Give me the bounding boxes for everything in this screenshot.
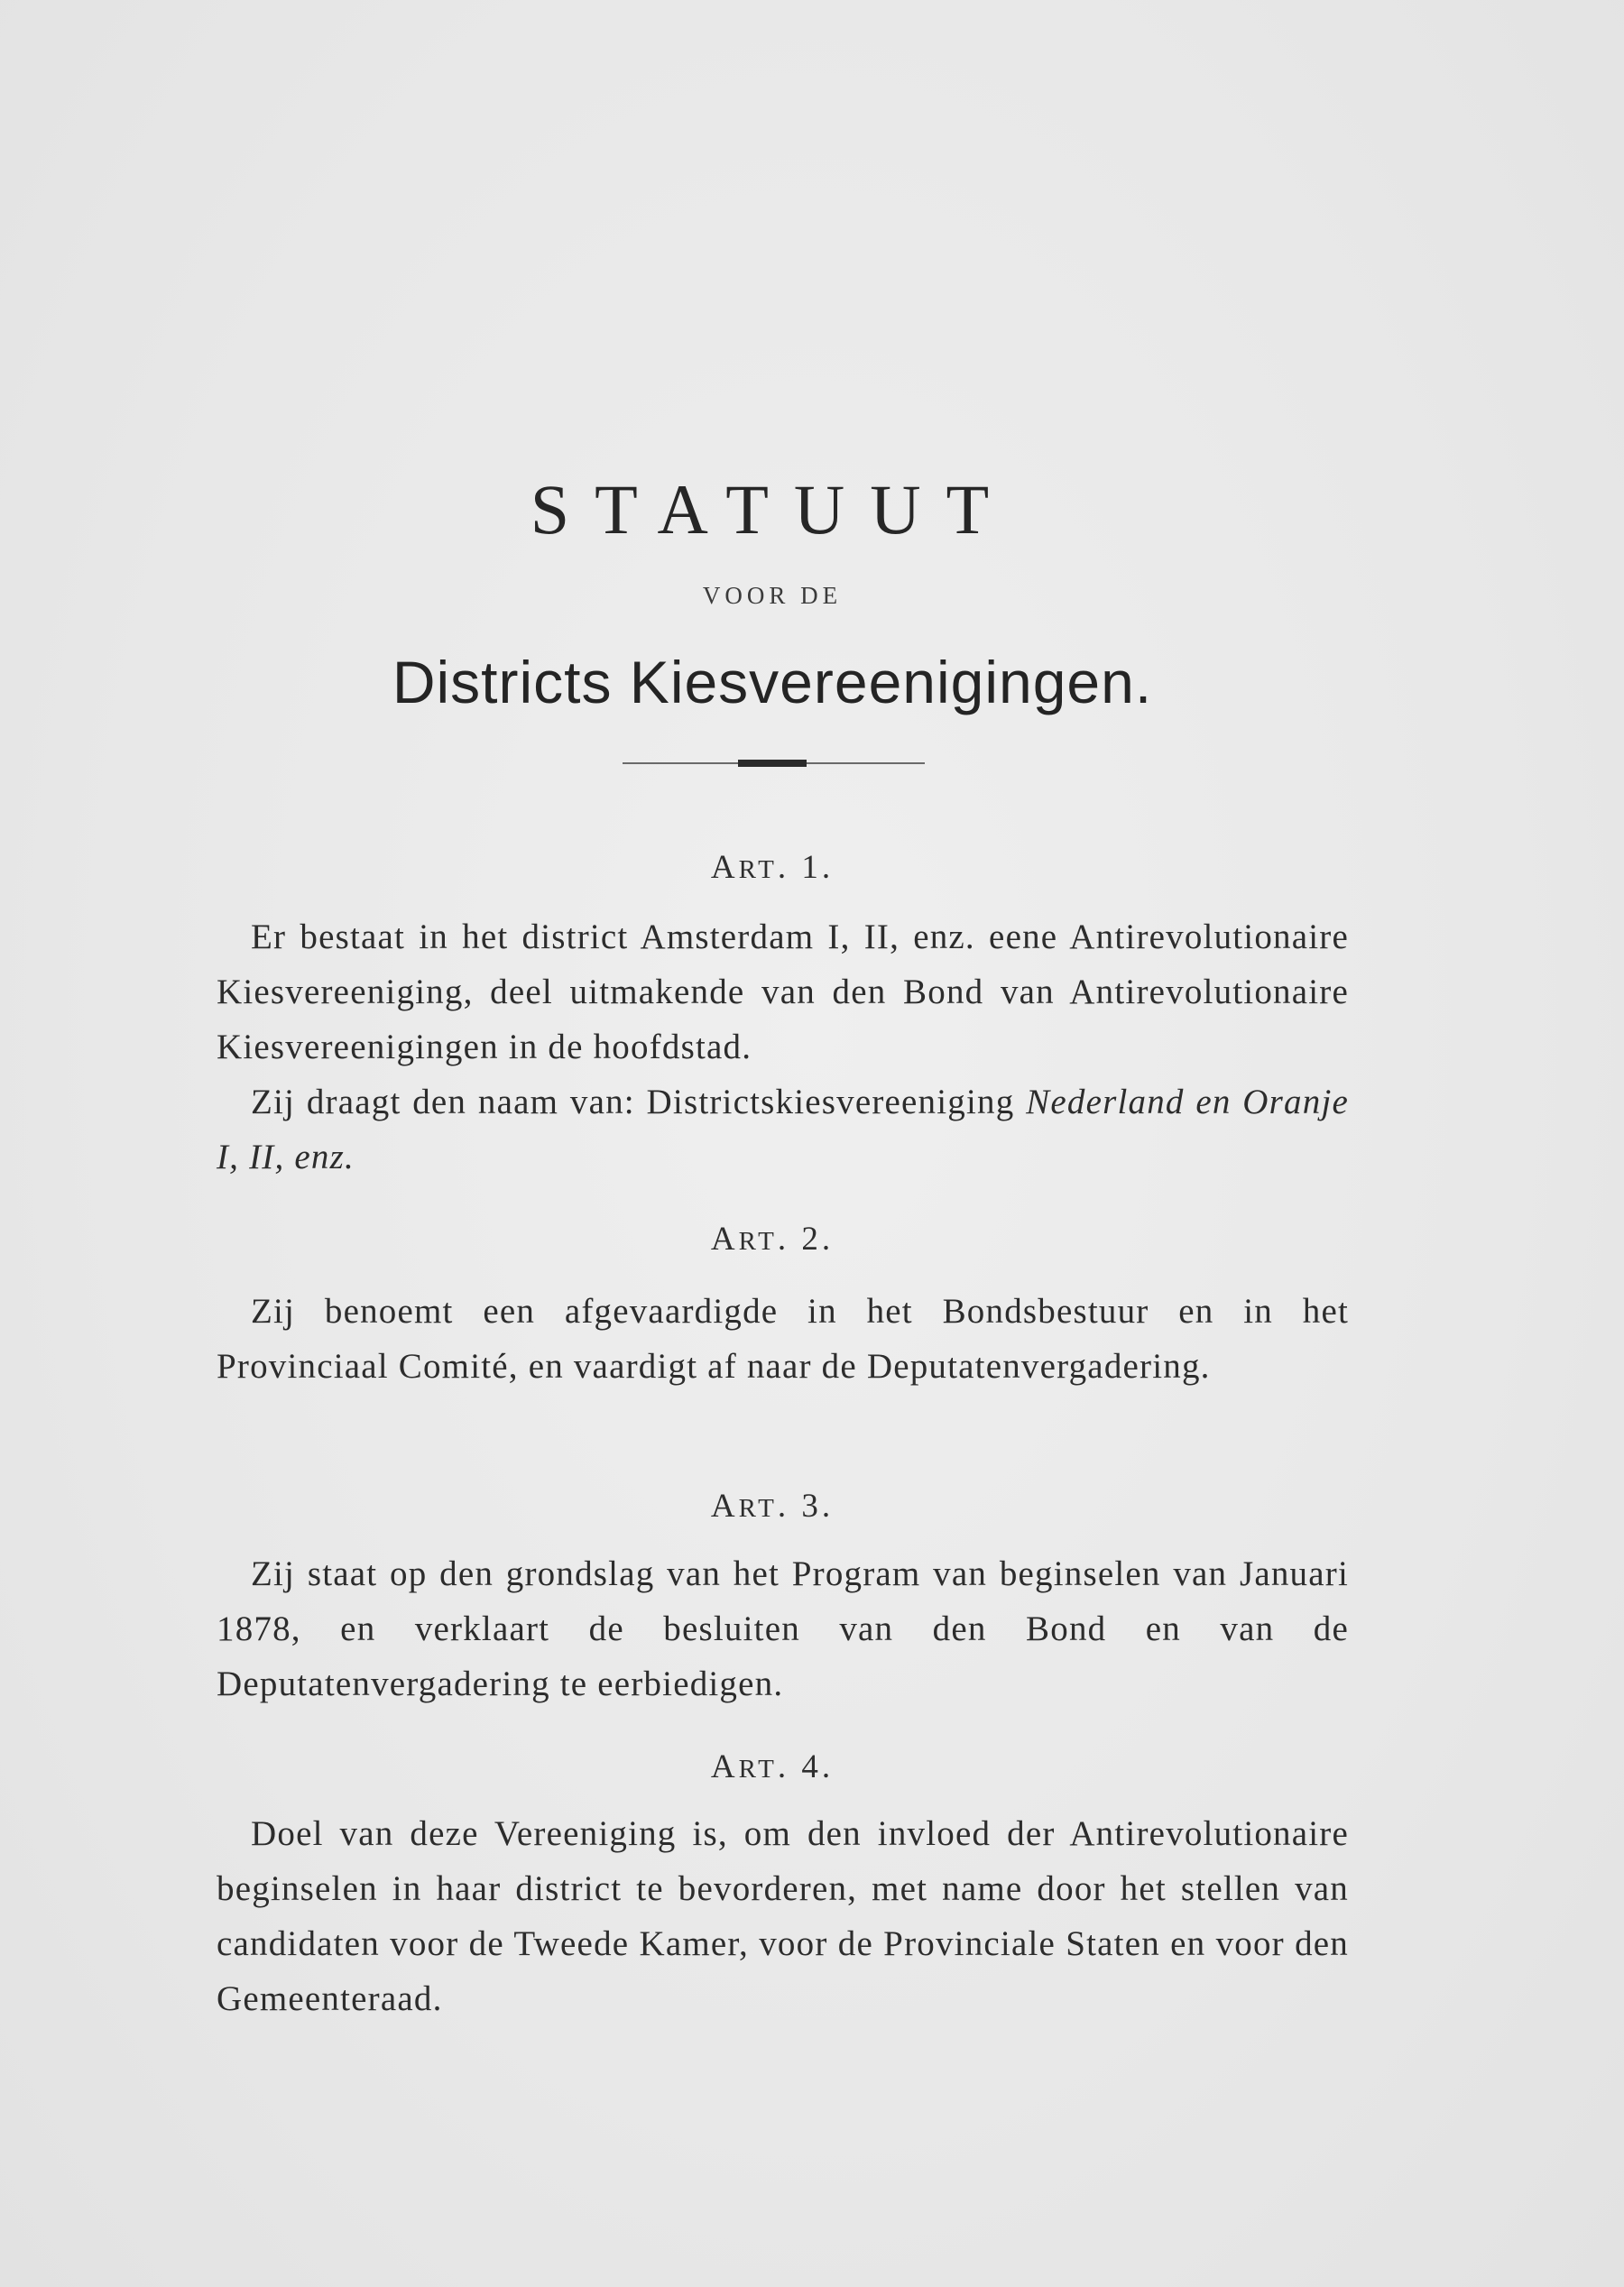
article-heading-number: . 3. [777,1488,835,1525]
article-heading-number: . 4. [777,1748,835,1785]
article-heading-number: . 1. [777,849,835,886]
article-heading-smallcaps: RT [738,855,778,884]
article-2-heading [0,1220,1545,1259]
article-heading-initial: A [710,849,739,886]
article-2-paragraph-1: Zij benoemt een afgevaardigde in het Bondsbestuur en in het Provinciaal Comité, en vaardigt af naar de Deputatenvergadering. [217,1292,1349,1386]
article-heading-initial: A [710,1221,739,1258]
article-heading-smallcaps: RT [738,1227,778,1256]
title-divider-ornament [738,760,807,767]
article-1-paragraph-2 [217,1074,1349,1185]
article-heading-smallcaps: RT [738,1755,778,1784]
article-1-heading [0,848,1545,887]
article-1-paragraph-2-italic: Nederland en Oranje I, II, enz. [217,1083,1349,1176]
article-1-paragraph-2-text: Zij draagt den naam van: Districtskiesvereeniging [251,1083,1027,1121]
article-heading-initial: A [710,1748,739,1785]
document-subtitle-main: Districts Kiesvereenigingen. [392,649,1153,715]
article-heading-initial: A [710,1488,739,1525]
article-3-paragraph-1: Zij staat op den grondslag van het Program van beginselen van Januari 1878, en verklaart de besluiten van den Bond en van de Deputatenvergadering te eerbiedigen. [217,1554,1349,1703]
article-4-heading [0,1748,1545,1786]
article-4-paragraph-1: Doel van deze Vereeniging is, om den invloed der Antirevolutionaire beginselen in haar district te bevorderen, met name door het stellen van candidaten voor de Tweede Kamer, voor de Provinciale Staten en voor den Gemeenteraad. [217,1814,1349,2018]
article-1-paragraph-1: Er bestaat in het district Amsterdam I, II, enz. eene Antirevolutionaire Kiesvereeniging, deel uitmakende van den Bond van Antirevolutionaire Kiesvereenigingen in de hoofdstad. [217,918,1349,1066]
article-3-heading [0,1487,1545,1526]
document-subtitle-small: VOOR DE [702,582,843,609]
article-heading-smallcaps: RT [738,1494,778,1523]
article-heading-number: . 2. [777,1221,835,1258]
document-title: STATUUT [530,470,1015,549]
